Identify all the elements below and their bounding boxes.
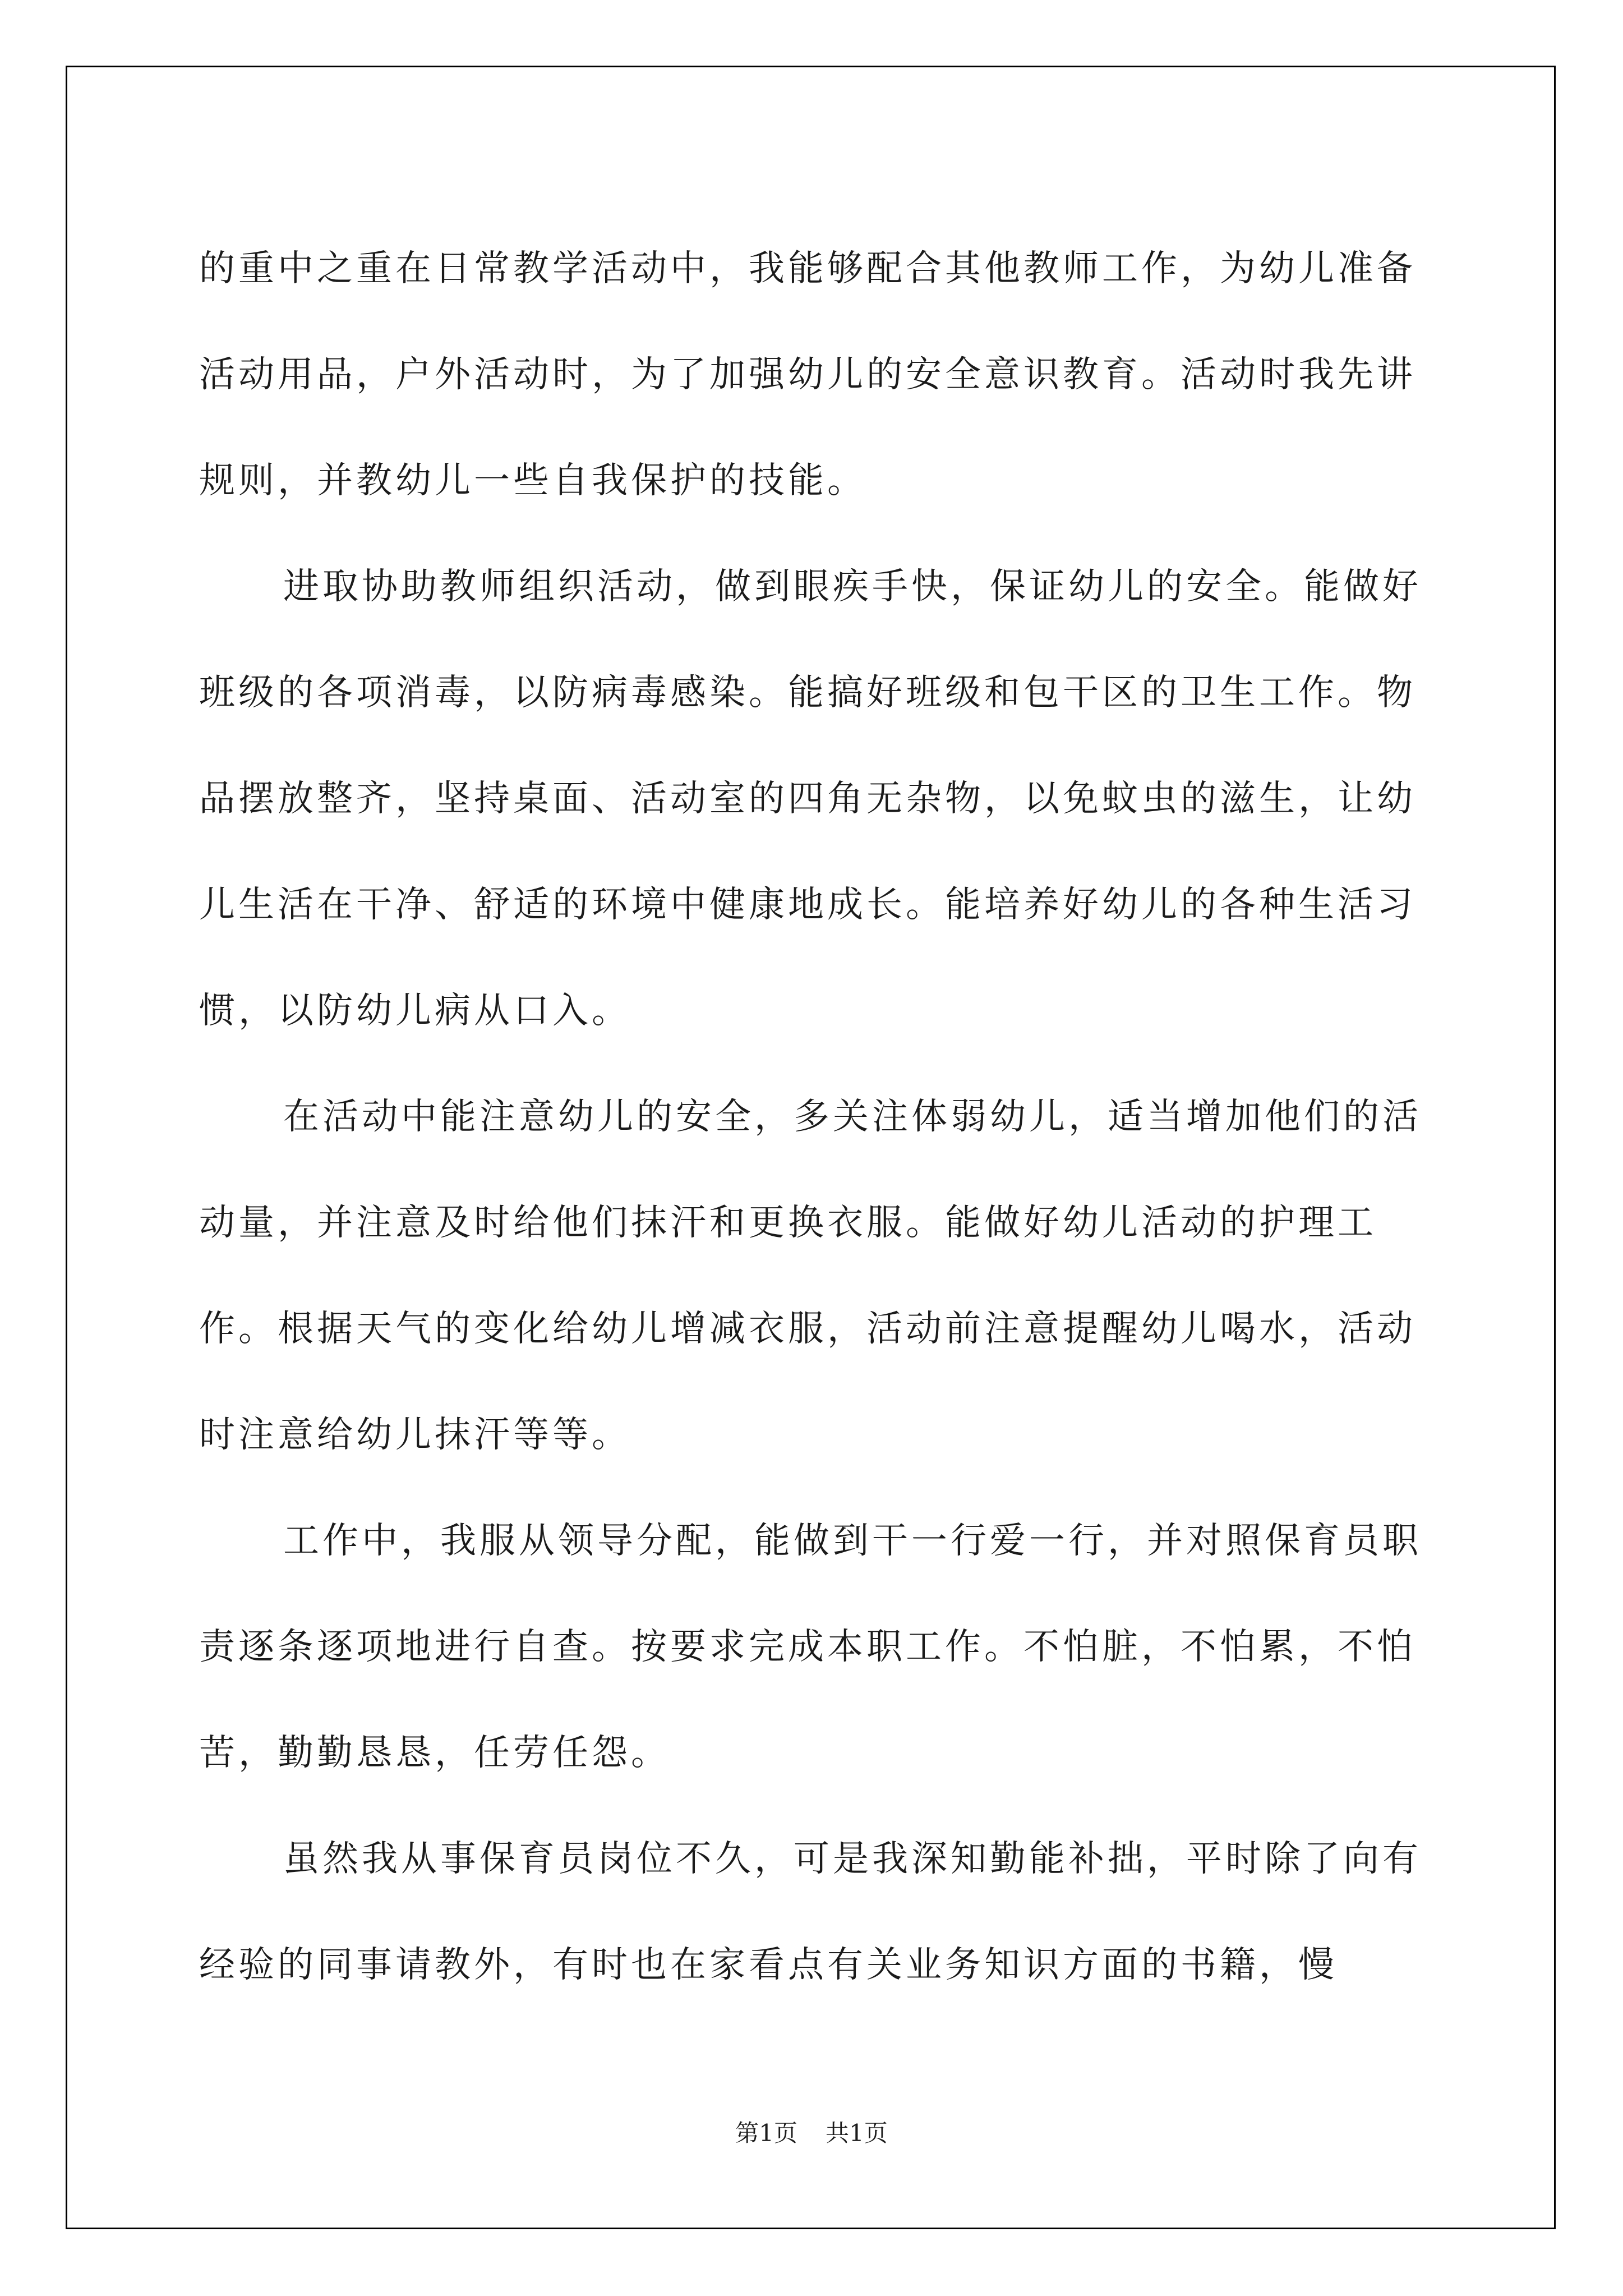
paragraph-5: 虽然我从事保育员岗位不久，可是我深知勤能补拙，平时除了向有经验的同事请教外，有时也在家看点有关业务知识方面的书籍，慢	[199, 1838, 1422, 1986]
paragraph-3: 在活动中能注意幼儿的安全，多关注体弱幼儿，适当增加他们的活动量，并注意及时给他们抹汗和更换衣服。能做好幼儿活动的护理工作。根据天气的变化给幼儿增减衣服，活动前注意提醒幼儿喝水，活动时注意给幼儿抹汗等等。	[199, 1096, 1422, 1456]
page-number: 第1页	[735, 2119, 797, 2147]
page-total: 共1页	[826, 2119, 888, 2147]
page-footer	[0, 2115, 1623, 2148]
document-body	[199, 216, 1433, 2018]
paragraph-4: 工作中，我服从领导分配，能做到干一行爱一行，并对照保育员职责逐条逐项地进行自查。按要求完成本职工作。不怕脏，不怕累，不怕苦，勤勤恳恳，任劳任怨。	[199, 1520, 1422, 1774]
paragraph-1: 的重中之重在日常教学活动中，我能够配合其他教师工作，为幼儿准备活动用品，户外活动时，为了加强幼儿的安全意识教育。活动时我先讲规则，并教幼儿一些自我保护的技能。	[199, 248, 1416, 501]
paragraph-2: 进取协助教师组织活动，做到眼疾手快，保证幼儿的安全。能做好班级的各项消毒，以防病毒感染。能搞好班级和包干区的卫生工作。物品摆放整齐，坚持桌面、活动室的四角无杂物，以免蚊虫的滋生，让幼儿生活在干净、舒适的环境中健康地成长。能培养好幼儿的各种生活习惯，以防幼儿病从口入。	[199, 566, 1422, 1032]
